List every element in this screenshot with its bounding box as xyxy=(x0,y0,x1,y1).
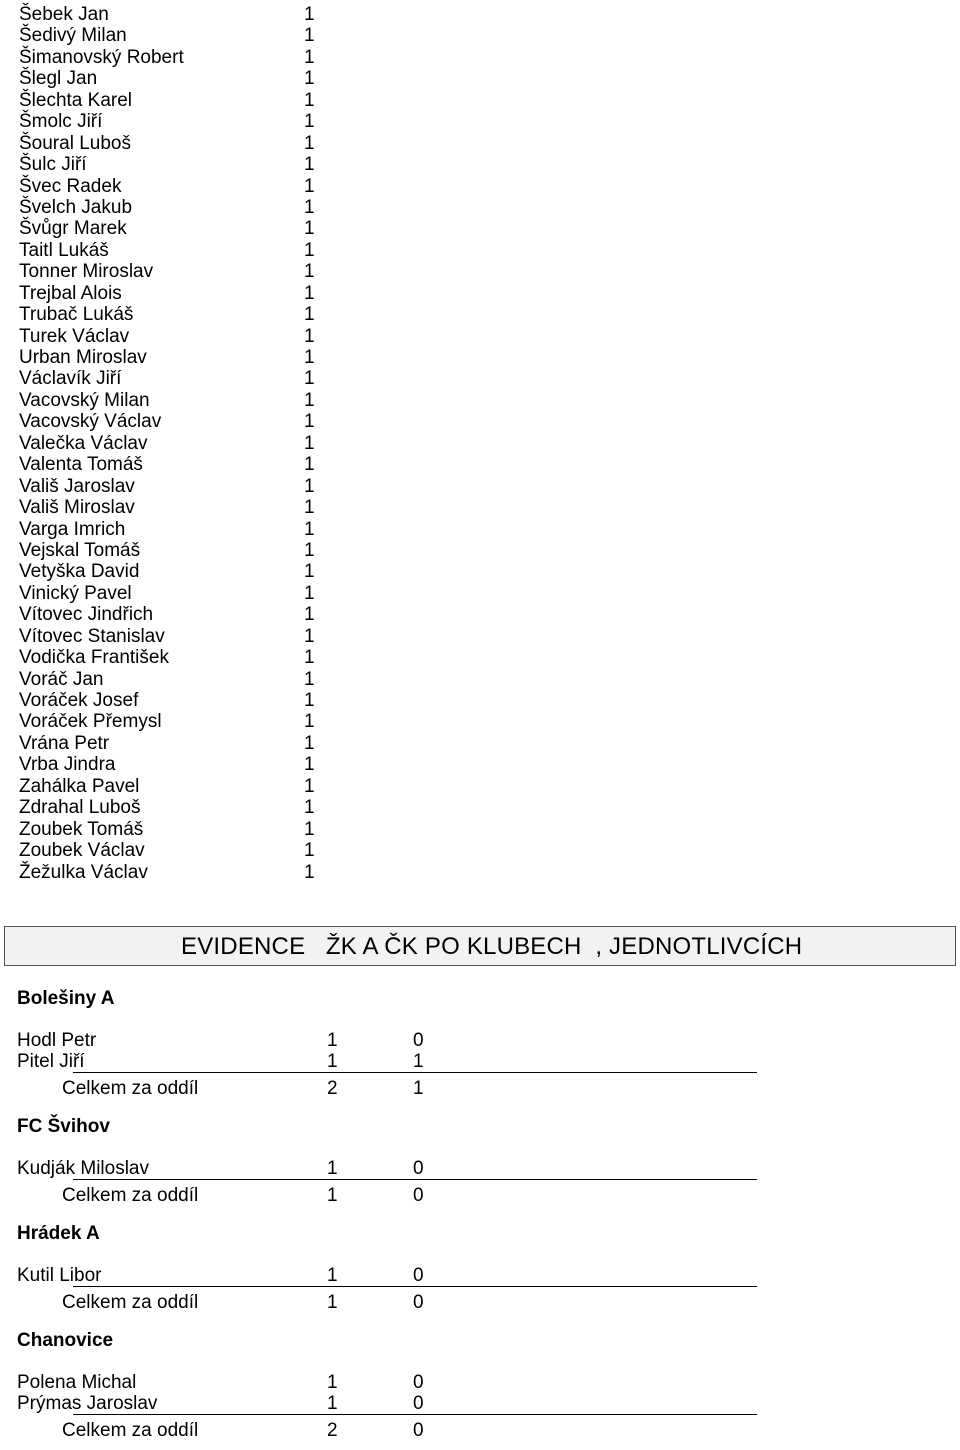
player-count: 1 xyxy=(304,46,315,68)
divider xyxy=(73,1179,757,1180)
club-section xyxy=(17,1108,777,1211)
club-name: Chanovice xyxy=(17,1330,114,1351)
player-name: Valečka Václav xyxy=(19,432,148,454)
player-name: Kutil Libor xyxy=(17,1265,102,1286)
player-name: Švelch Jakub xyxy=(19,196,133,218)
list-item xyxy=(19,647,339,668)
list-item xyxy=(19,368,339,389)
player-count: 1 xyxy=(304,711,315,733)
player-name: Hodl Petr xyxy=(17,1030,97,1051)
club-total-row xyxy=(17,1074,777,1104)
club-section xyxy=(17,980,777,1104)
yellow-card-count: 1 xyxy=(327,1265,338,1286)
player-name: Šulc Jiří xyxy=(19,154,87,176)
list-item xyxy=(19,176,339,197)
player-name: Zoubek Václav xyxy=(19,840,145,862)
player-count: 1 xyxy=(304,261,315,283)
player-count: 1 xyxy=(304,775,315,797)
player-name: Vališ Jaroslav xyxy=(19,475,135,497)
red-card-count: 1 xyxy=(413,1051,424,1072)
list-item xyxy=(19,540,339,561)
player-count: 1 xyxy=(304,282,315,304)
player-count: 1 xyxy=(304,797,315,819)
red-card-count: 0 xyxy=(413,1393,424,1414)
player-name: Vodička František xyxy=(19,647,169,669)
player-count: 1 xyxy=(304,304,315,326)
total-label: Celkem za oddíl xyxy=(62,1185,199,1206)
list-item xyxy=(19,4,339,25)
list-item xyxy=(19,304,339,325)
player-name: Vacovský Václav xyxy=(19,411,162,433)
table-row xyxy=(17,1030,777,1051)
list-item xyxy=(19,240,339,261)
table-row xyxy=(17,1372,777,1393)
yellow-card-count: 1 xyxy=(327,1051,338,1072)
list-item xyxy=(19,154,339,175)
player-count: 1 xyxy=(304,132,315,154)
club-total-row xyxy=(17,1288,777,1318)
player-name: Kudják Miloslav xyxy=(17,1158,149,1179)
player-name: Voráč Jan xyxy=(19,668,104,690)
table-row xyxy=(17,1051,777,1072)
yellow-card-count: 1 xyxy=(327,1393,338,1414)
list-item xyxy=(19,47,339,68)
player-name: Taitl Lukáš xyxy=(19,239,109,261)
player-count: 1 xyxy=(304,175,315,197)
player-count: 1 xyxy=(304,432,315,454)
club-name: FC Švihov xyxy=(17,1116,110,1137)
player-name: Pitel Jiří xyxy=(17,1051,85,1072)
club-total-row xyxy=(17,1181,777,1211)
clubs-section xyxy=(17,980,777,1450)
player-count: 1 xyxy=(304,668,315,690)
red-card-count: 0 xyxy=(413,1158,424,1179)
player-name: Švůgr Marek xyxy=(19,218,127,240)
list-item xyxy=(19,797,339,818)
table-row xyxy=(17,1265,777,1286)
total-label: Celkem za oddíl xyxy=(62,1078,199,1099)
list-item xyxy=(19,776,339,797)
player-count: 1 xyxy=(304,196,315,218)
player-name: Varga Imrich xyxy=(19,518,126,540)
list-item xyxy=(19,497,339,518)
list-item xyxy=(19,519,339,540)
total-yellow: 2 xyxy=(327,1078,338,1099)
list-item xyxy=(19,862,339,883)
player-name: Šlegl Jan xyxy=(19,68,98,90)
list-item xyxy=(19,454,339,475)
divider xyxy=(73,1414,757,1415)
player-name: Šoural Luboš xyxy=(19,132,131,154)
player-name: Vrba Jindra xyxy=(19,754,116,776)
total-label: Celkem za oddíl xyxy=(62,1292,199,1313)
player-count: 1 xyxy=(304,347,315,368)
section-title: EVIDENCE ŽK A ČK PO KLUBECH , JEDNOTLIVCÍCH xyxy=(181,933,803,960)
player-name: Šimanovský Robert xyxy=(19,46,184,68)
yellow-card-count: 1 xyxy=(327,1030,338,1051)
player-count: 1 xyxy=(304,647,315,669)
list-item xyxy=(19,326,339,347)
player-name: Švec Radek xyxy=(19,175,122,197)
player-name: Tonner Miroslav xyxy=(19,261,154,283)
club-section xyxy=(17,1215,777,1318)
club-total-row xyxy=(17,1416,777,1446)
player-name: Valenta Tomáš xyxy=(19,454,143,476)
player-name: Vališ Miroslav xyxy=(19,497,135,519)
player-count: 1 xyxy=(304,454,315,476)
player-count: 1 xyxy=(304,497,315,519)
player-name: Žežulka Václav xyxy=(19,861,148,883)
total-label: Celkem za oddíl xyxy=(62,1420,199,1441)
list-item xyxy=(19,819,339,840)
red-card-count: 0 xyxy=(413,1265,424,1286)
table-row xyxy=(17,1393,777,1414)
player-name: Urban Miroslav xyxy=(19,347,147,368)
list-item xyxy=(19,561,339,582)
player-count: 1 xyxy=(304,625,315,647)
table-row xyxy=(17,1158,777,1179)
player-name: Zoubek Tomáš xyxy=(19,818,144,840)
total-red: 0 xyxy=(413,1185,424,1206)
list-item xyxy=(19,68,339,89)
player-count: 1 xyxy=(304,325,315,347)
list-item xyxy=(19,218,339,239)
club-name: Hrádek A xyxy=(17,1223,100,1244)
list-item xyxy=(19,604,339,625)
club-section xyxy=(17,1322,777,1446)
player-name: Polena Michal xyxy=(17,1372,137,1393)
total-yellow: 2 xyxy=(327,1420,338,1441)
total-red: 1 xyxy=(413,1078,424,1099)
player-count: 1 xyxy=(304,561,315,583)
player-name: Trubač Lukáš xyxy=(19,304,134,326)
player-count: 1 xyxy=(304,154,315,176)
player-name: Václavík Jiří xyxy=(19,368,122,390)
red-card-count: 0 xyxy=(413,1030,424,1051)
list-item xyxy=(19,840,339,861)
total-yellow: 1 xyxy=(327,1292,338,1313)
player-count: 1 xyxy=(304,89,315,111)
player-count: 1 xyxy=(304,840,315,862)
player-name: Vacovský Milan xyxy=(19,389,150,411)
list-item xyxy=(19,669,339,690)
player-count: 1 xyxy=(304,4,315,25)
player-name: Vrána Petr xyxy=(19,732,110,754)
total-red: 0 xyxy=(413,1292,424,1313)
list-item xyxy=(19,733,339,754)
list-item xyxy=(19,347,339,368)
player-count: 1 xyxy=(304,411,315,433)
player-name: Vetyška David xyxy=(19,561,140,583)
player-count: 1 xyxy=(304,754,315,776)
yellow-card-count: 1 xyxy=(327,1158,338,1179)
player-count: 1 xyxy=(304,732,315,754)
list-item xyxy=(19,626,339,647)
player-count-list xyxy=(19,4,339,883)
list-item xyxy=(19,90,339,111)
player-count: 1 xyxy=(304,239,315,261)
player-name: Zahálka Pavel xyxy=(19,775,140,797)
player-name: Prýmas Jaroslav xyxy=(17,1393,158,1414)
list-item xyxy=(19,433,339,454)
player-count: 1 xyxy=(304,25,315,47)
club-name: Bolešiny A xyxy=(17,988,115,1009)
player-name: Vítovec Jindřich xyxy=(19,604,154,626)
list-item xyxy=(19,476,339,497)
total-red: 0 xyxy=(413,1420,424,1441)
list-item xyxy=(19,754,339,775)
list-item xyxy=(19,25,339,46)
player-name: Turek Václav xyxy=(19,325,130,347)
player-count: 1 xyxy=(304,818,315,840)
player-name: Vinický Pavel xyxy=(19,582,132,604)
total-yellow: 1 xyxy=(327,1185,338,1206)
player-name: Voráček Josef xyxy=(19,690,139,711)
list-item xyxy=(19,111,339,132)
list-item xyxy=(19,197,339,218)
player-count: 1 xyxy=(304,604,315,626)
list-item xyxy=(19,583,339,604)
divider xyxy=(73,1286,757,1287)
player-count: 1 xyxy=(304,582,315,604)
red-card-count: 0 xyxy=(413,1372,424,1393)
list-item xyxy=(19,411,339,432)
list-item xyxy=(19,711,339,732)
player-name: Voráček Přemysl xyxy=(19,711,162,733)
player-name: Zdrahal Luboš xyxy=(19,797,141,819)
player-name: Šmolc Jiří xyxy=(19,111,103,133)
player-count: 1 xyxy=(304,690,315,711)
player-count: 1 xyxy=(304,539,315,561)
player-count: 1 xyxy=(304,68,315,90)
player-name: Trejbal Alois xyxy=(19,282,122,304)
list-item xyxy=(19,390,339,411)
divider xyxy=(73,1072,757,1073)
player-count: 1 xyxy=(304,861,315,883)
player-count: 1 xyxy=(304,218,315,240)
section-title-box xyxy=(4,926,956,966)
player-count: 1 xyxy=(304,111,315,133)
list-item xyxy=(19,283,339,304)
player-count: 1 xyxy=(304,368,315,390)
list-item xyxy=(19,690,339,711)
player-name: Vítovec Stanislav xyxy=(19,625,165,647)
player-name: Šedivý Milan xyxy=(19,25,127,47)
list-item xyxy=(19,261,339,282)
player-count: 1 xyxy=(304,389,315,411)
player-name: Šebek Jan xyxy=(19,4,109,25)
player-name: Vejskal Tomáš xyxy=(19,539,141,561)
yellow-card-count: 1 xyxy=(327,1372,338,1393)
list-item xyxy=(19,133,339,154)
player-count: 1 xyxy=(304,475,315,497)
player-count: 1 xyxy=(304,518,315,540)
player-name: Šlechta Karel xyxy=(19,89,133,111)
